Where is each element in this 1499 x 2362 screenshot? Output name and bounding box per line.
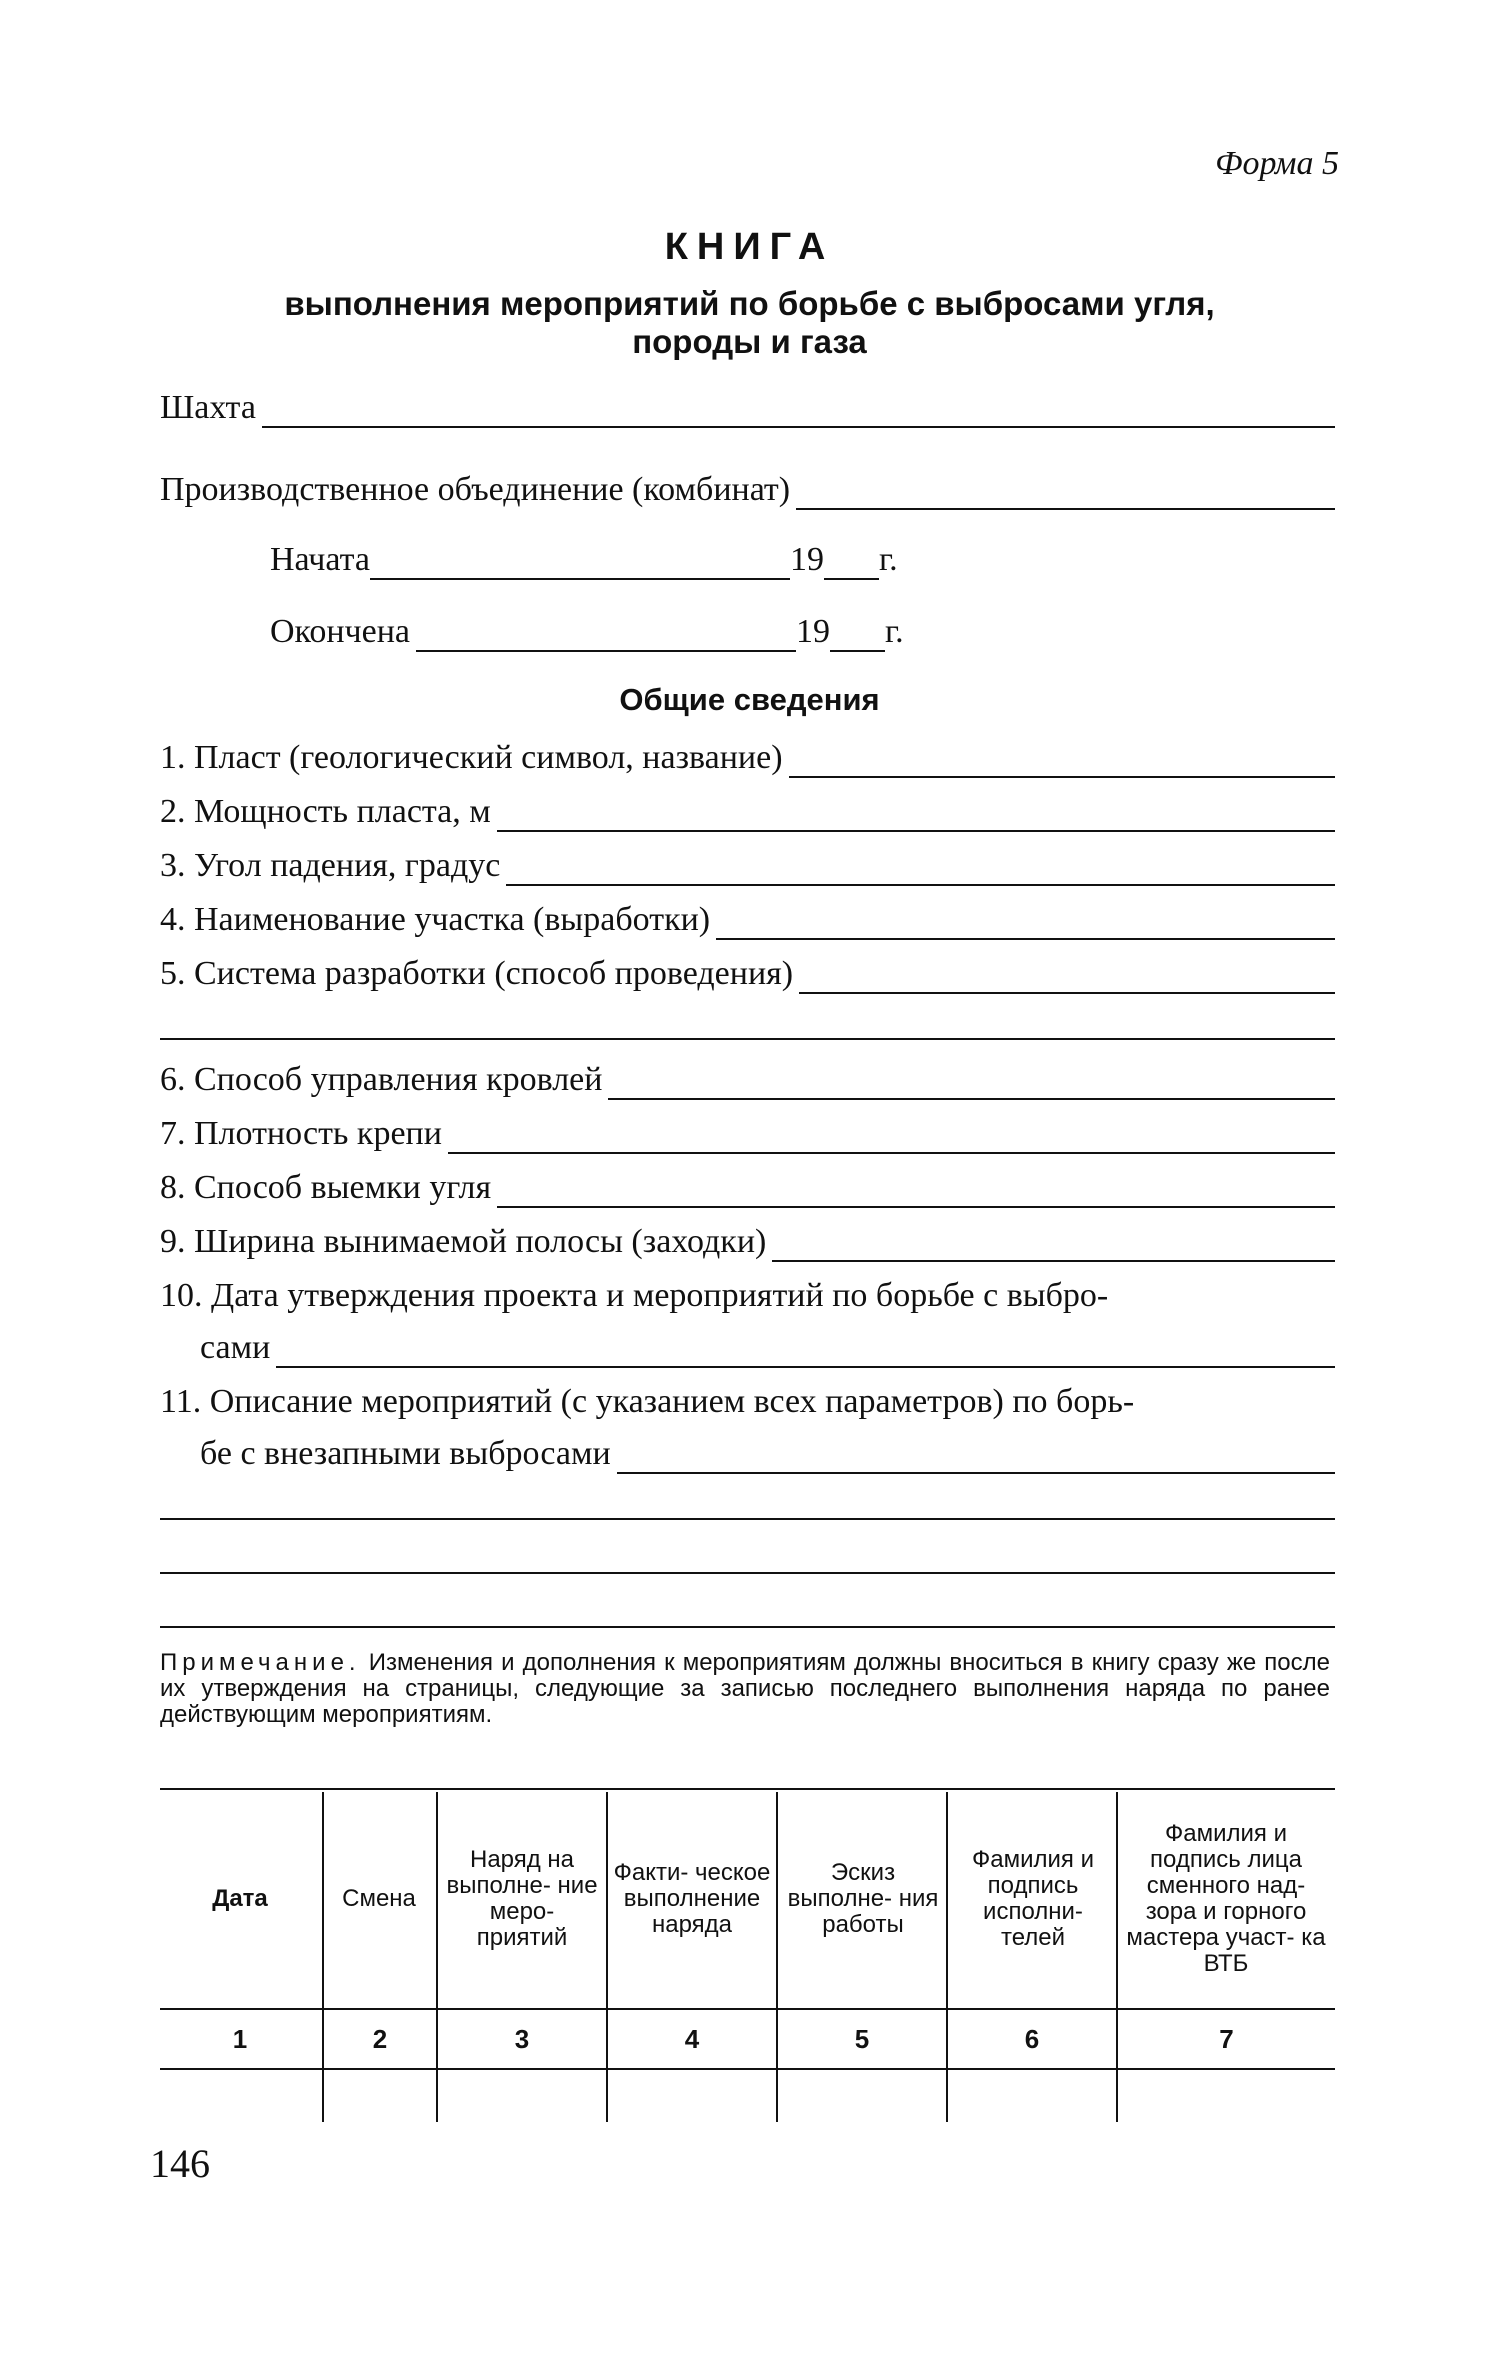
table-column-divider xyxy=(1116,1792,1118,2122)
general-item xyxy=(160,900,1335,940)
table-header-supervisor: Фамилия и подпись лица сменного над- зора и горного мастера участ- ка ВТБ xyxy=(1126,1820,1326,1977)
general-item xyxy=(160,846,1335,886)
table-header-date: Дата xyxy=(212,1885,268,1912)
mine-input-line[interactable] xyxy=(262,396,1335,428)
general-item xyxy=(160,954,1335,994)
table-column-divider xyxy=(436,1792,438,2122)
item-number: 11. xyxy=(160,1383,202,1420)
form-number-label: Форма 5 xyxy=(1215,145,1339,182)
item-label: Угол падения, градус xyxy=(194,847,501,884)
table-column-number: 2 xyxy=(372,2024,388,2054)
general-item xyxy=(160,792,1335,832)
item-input-line[interactable] xyxy=(497,1176,1335,1208)
association-input-line[interactable] xyxy=(796,478,1335,510)
general-item xyxy=(160,738,1335,778)
item-number: 3. xyxy=(160,847,186,884)
item-number: 7. xyxy=(160,1115,186,1152)
continuation-line[interactable] xyxy=(160,1626,1335,1628)
item-input-line[interactable] xyxy=(506,854,1335,886)
item-label: Способ выемки угля xyxy=(194,1169,492,1206)
item-label-continuation: сами xyxy=(200,1329,271,1366)
item-input-line[interactable] xyxy=(789,746,1335,778)
continuation-line[interactable] xyxy=(160,1572,1335,1574)
table-column-number: 6 xyxy=(1024,2024,1040,2054)
table-column-divider xyxy=(606,1792,608,2122)
table-column-number: 7 xyxy=(1219,2024,1234,2054)
note-block xyxy=(160,1650,1330,1728)
item-input-line[interactable] xyxy=(448,1122,1335,1154)
table-header-shift: Смена xyxy=(342,1885,416,1912)
table-column-divider xyxy=(946,1792,948,2122)
table-column-number: 1 xyxy=(232,2024,248,2054)
general-item-continuation xyxy=(200,1328,1335,1368)
table-header-rule xyxy=(160,2008,1335,2010)
started-year-line[interactable] xyxy=(824,548,879,580)
item-number: 10. xyxy=(160,1277,203,1314)
mine-label: Шахта xyxy=(160,389,256,426)
item-input-line[interactable] xyxy=(617,1442,1335,1474)
item-input-line[interactable] xyxy=(799,962,1335,994)
item-label: Наименование участка (выработки) xyxy=(194,901,711,938)
item-input-line[interactable] xyxy=(608,1068,1335,1100)
table-top-rule xyxy=(160,1788,1335,1790)
finished-year-line[interactable] xyxy=(830,620,885,652)
continuation-line[interactable] xyxy=(160,1038,1335,1040)
item-number: 8. xyxy=(160,1169,186,1206)
item-label: Ширина вынимаемой полосы (заходки) xyxy=(194,1223,767,1260)
table-column-number: 3 xyxy=(514,2024,530,2054)
general-item xyxy=(160,1168,1335,1208)
association-label: Производственное объединение (комбинат) xyxy=(160,471,791,508)
item-label: Пласт (геологический символ, название) xyxy=(194,739,783,776)
item-input-line[interactable] xyxy=(716,908,1335,940)
table-header-actual: Факти- ческое выполнение наряда xyxy=(613,1859,771,1938)
item-number: 2. xyxy=(160,793,186,830)
item-input-line[interactable] xyxy=(772,1230,1335,1262)
item-input-line[interactable] xyxy=(497,800,1335,832)
item-label: Плотность крепи xyxy=(194,1115,442,1152)
item-number: 4. xyxy=(160,901,186,938)
general-item xyxy=(160,1382,1335,1422)
item-number: 5. xyxy=(160,955,186,992)
item-label-continuation: бе с внезапными выбросами xyxy=(200,1435,611,1472)
item-number: 6. xyxy=(160,1061,186,1098)
note-text: Изменения и дополнения к мероприятиям должны вноситься в книгу сразу же после их утверждения на страницы, следующие за записью последнего выполнения наряда по ранее действующим мероприятиям. xyxy=(160,1649,1330,1728)
subtitle-line-1: выполнения мероприятий по борьбе с выбросами угля, xyxy=(284,285,1215,322)
item-label: Описание мероприятий (с указанием всех параметров) по борь- xyxy=(209,1383,1135,1420)
table-header-order: Наряд на выполне- ние меро- приятий xyxy=(446,1846,598,1951)
general-item xyxy=(160,1276,1335,1316)
book-title: КНИГА xyxy=(664,226,835,268)
started-year-suffix: г. xyxy=(878,541,898,578)
book-subtitle xyxy=(0,285,1499,361)
continuation-line[interactable] xyxy=(160,1518,1335,1520)
item-input-line[interactable] xyxy=(276,1336,1335,1368)
general-item xyxy=(160,1222,1335,1262)
general-item xyxy=(160,1060,1335,1100)
item-label: Дата утверждения проекта и мероприятий по борьбе с выбро- xyxy=(211,1277,1109,1314)
general-item-continuation xyxy=(200,1434,1335,1474)
association-field xyxy=(160,470,1335,510)
table-header-sketch: Эскиз выполне- ния работы xyxy=(787,1859,939,1938)
item-number: 9. xyxy=(160,1223,186,1260)
note-label: Примечание. xyxy=(160,1649,361,1676)
mine-field xyxy=(160,388,1335,428)
finished-year-prefix: 19 xyxy=(796,613,831,650)
table-column-divider xyxy=(776,1792,778,2122)
started-label: Начата xyxy=(270,541,370,578)
table-number-rule xyxy=(160,2068,1335,2070)
finished-field xyxy=(270,612,904,652)
subtitle-line-2: породы и газа xyxy=(632,323,867,360)
general-info-heading: Общие сведения xyxy=(619,682,880,717)
table-header-performers: Фамилия и подпись исполни- телей xyxy=(972,1846,1094,1951)
page-number: 146 xyxy=(150,2141,210,2186)
item-number: 1. xyxy=(160,739,186,776)
started-date-line[interactable] xyxy=(370,548,790,580)
item-label: Система разработки (способ проведения) xyxy=(194,955,794,992)
started-year-prefix: 19 xyxy=(789,541,824,578)
item-label: Мощность пласта, м xyxy=(194,793,491,830)
finished-label: Окончена xyxy=(270,613,411,650)
table-column-number: 4 xyxy=(684,2024,700,2054)
general-item xyxy=(160,1114,1335,1154)
table-column-number: 5 xyxy=(854,2024,870,2054)
finished-year-suffix: г. xyxy=(885,613,904,650)
finished-date-line[interactable] xyxy=(416,620,796,652)
started-field xyxy=(270,540,898,580)
item-label: Способ управления кровлей xyxy=(194,1061,603,1098)
